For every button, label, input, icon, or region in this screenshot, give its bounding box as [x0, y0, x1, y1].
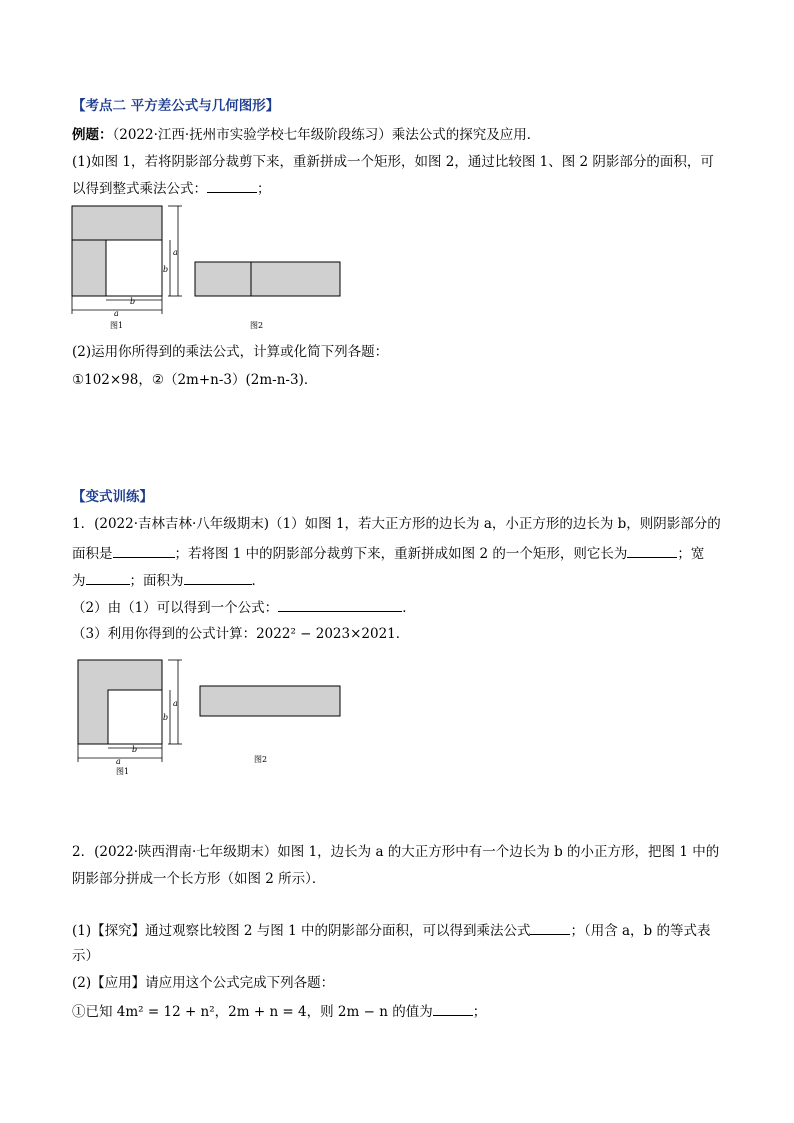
- p1-q3: （3）利用你得到的公式计算：2022² − 2023×2021．: [72, 626, 410, 642]
- fig1-label-b-vertical: b: [163, 265, 169, 274]
- p-fig2-rectangle: [200, 686, 340, 716]
- fig1-label-a: a: [173, 248, 178, 257]
- p-fig1-inner-white-square: [108, 690, 162, 744]
- p-fig1-label-a: a: [173, 699, 178, 708]
- fig2-caption: 图2: [250, 321, 264, 330]
- p1-width-blank[interactable]: [86, 570, 130, 585]
- example-figures: [64, 200, 364, 335]
- p2-q1-line2: 示）: [72, 948, 99, 964]
- p1-area2-blank[interactable]: [184, 570, 252, 585]
- example-intro: [72, 125, 540, 145]
- p1-area-blank[interactable]: [113, 543, 175, 558]
- p-fig2-caption: 图2: [254, 755, 268, 764]
- p2-value-blank[interactable]: [433, 1001, 473, 1016]
- p2-line2: 阴影部分拼成一个长方形（如图 2 所示）．: [72, 871, 326, 887]
- example-q1-line2: 以得到整式乘法公式： ；: [72, 178, 271, 199]
- p2-q2: (2)【应用】请应用这个公式完成下列各题：: [72, 975, 335, 991]
- practice-title: 【变式训练】: [72, 489, 153, 505]
- fig1-inner-white-square: [106, 240, 162, 296]
- p2-line1: 2．(2022·陕西渭南·七年级期末）如图 1，边长为 a 的大正方形中有一个边长为 b 的小正方形，把图 1 中的: [72, 844, 720, 860]
- example-q2: (2)运用你所得到的乘法公式，计算或化简下列各题：: [72, 344, 389, 360]
- section-title: 【考点二 平方差公式与几何图形】: [72, 98, 280, 114]
- fig2-rectangle: [195, 262, 340, 296]
- p1-q2: （2）由（1）可以得到一个公式： ．: [72, 597, 416, 618]
- practice-figures: [72, 654, 362, 779]
- p-fig1-caption: 图1: [116, 767, 130, 776]
- p-fig1-label-b-horizontal: b: [132, 745, 138, 754]
- example-label: 例题：: [72, 127, 113, 143]
- example-q1-line1: (1)如图 1，若将阴影部分裁剪下来，重新拼成一个矩形，如图 2，通过比较图 1、图 2 阴影部分的面积，可: [72, 154, 714, 170]
- p1-formula-blank[interactable]: [278, 597, 402, 612]
- p-fig1-label-b-vertical: b: [163, 713, 169, 722]
- p2-q1-line1: (1)【探究】通过观察比较图 2 与图 1 中的阴影部分面积，可以得到乘法公式 ；（用含 a，b 的等式表: [72, 920, 711, 941]
- p2-q2-item1: ①已知 4m² = 12 + n²，2m + n = 4，则 2m − n 的值为 ；: [72, 1001, 486, 1022]
- p1-line3: 为 ；面积为 ．: [72, 570, 265, 591]
- p2-formula-blank[interactable]: [530, 920, 570, 935]
- p1-line2: 面积是 ；若将图 1 中的阴影部分裁剪下来，重新拼成如图 2 的一个矩形，则它长为 ；宽: [72, 543, 704, 564]
- p-fig1-label-a-horizontal: a: [116, 757, 121, 766]
- p1-length-blank[interactable]: [627, 543, 677, 558]
- example-q2-items: ①102×98，②（2m+n-3）(2m-n-3)．: [72, 372, 318, 388]
- example-source: （2022·江西·抚州市实验学校七年级阶段练习）乘法公式的探究及应用．: [112, 127, 541, 143]
- fig1-label-b-horizontal: b: [130, 297, 136, 306]
- fig1-label-a-horizontal: a: [114, 309, 119, 318]
- fig1-caption: 图1: [110, 321, 124, 330]
- p1-line1: 1．(2022·吉林吉林·八年级期末)（1）如图 1，若大正方形的边长为 a，小正方形的边长为 b，则阴影部分的: [72, 516, 721, 532]
- answer-blank[interactable]: [207, 178, 257, 193]
